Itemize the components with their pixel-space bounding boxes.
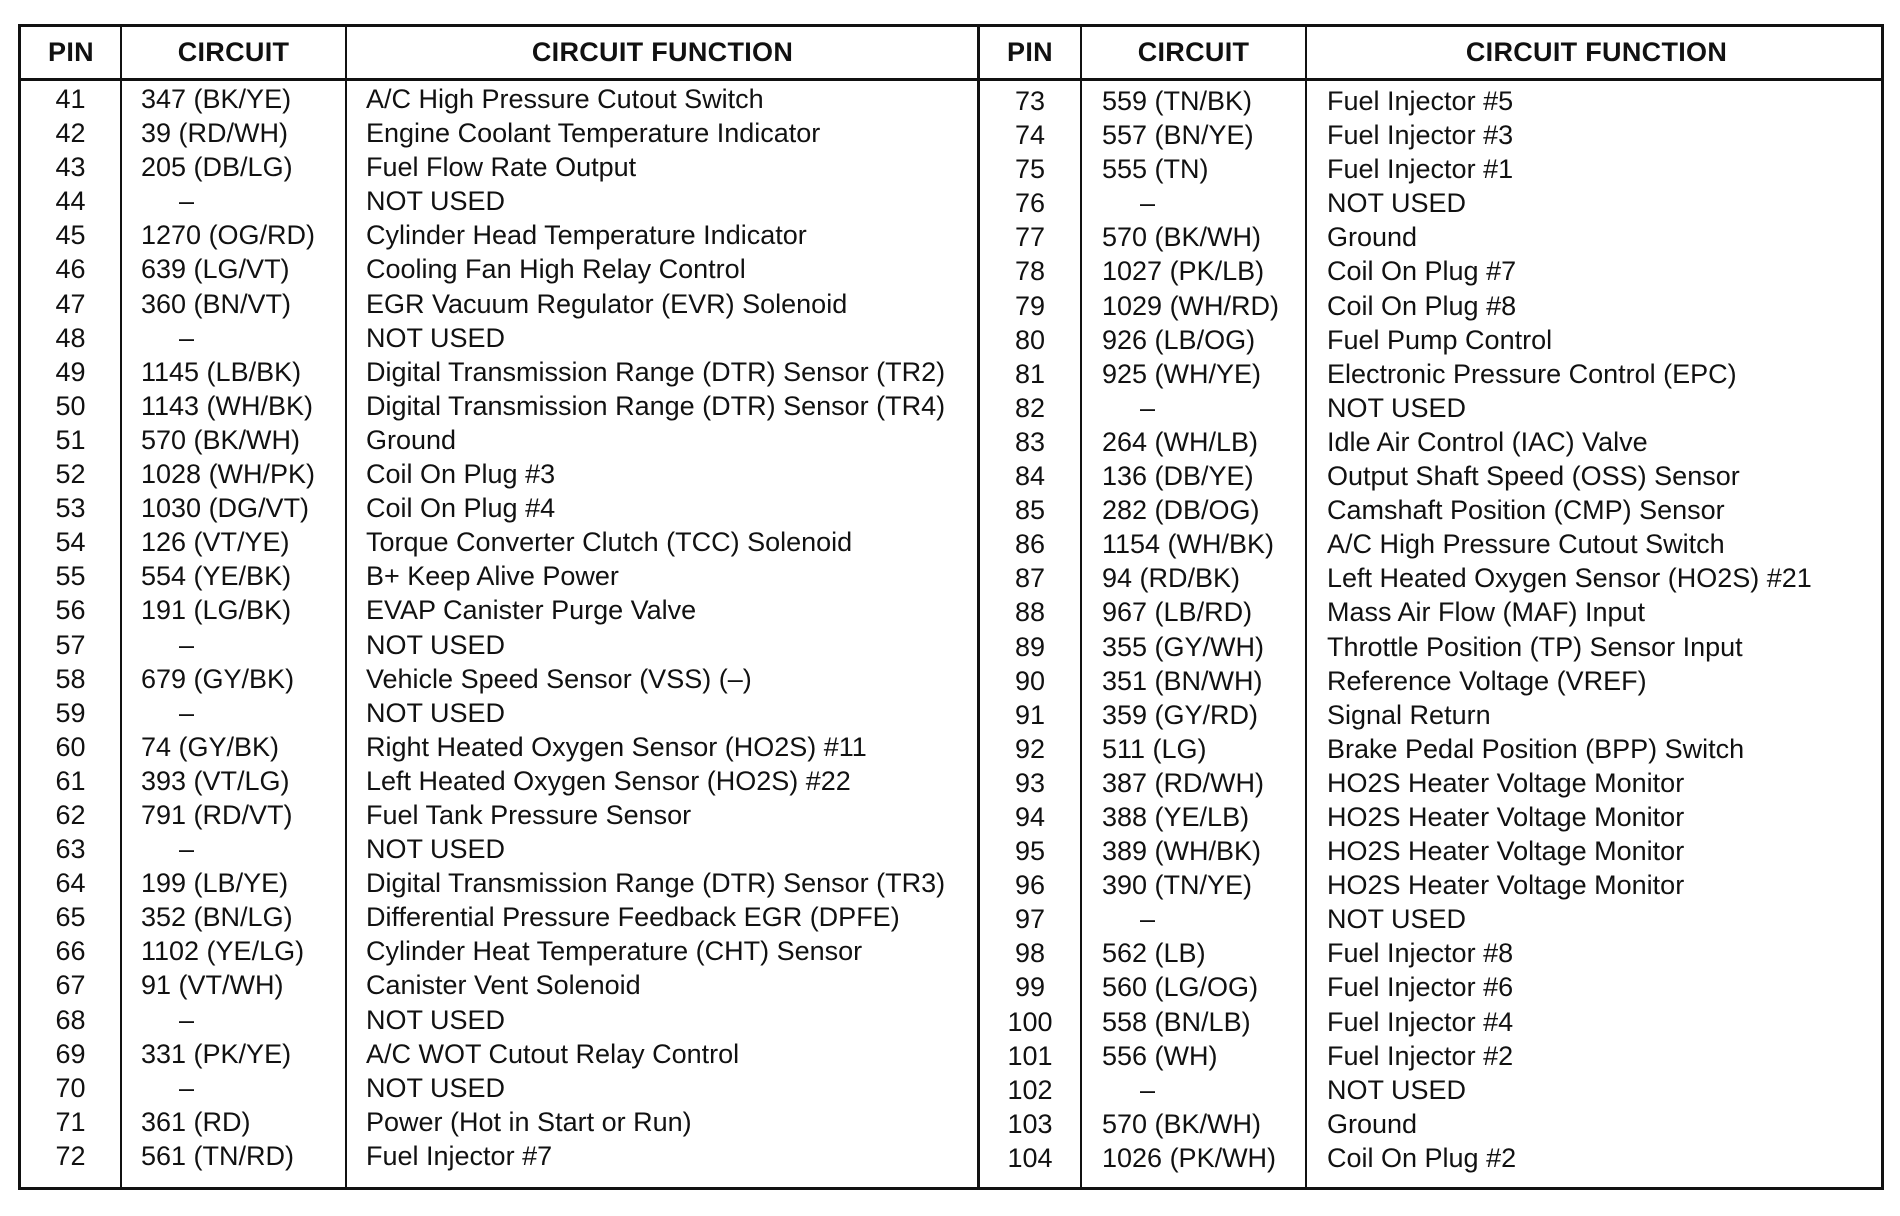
pin-cell: 85 [1014,495,1046,526]
function-cell: Coil On Plug #7 [1327,256,1517,287]
circuit-cell: 1029 (WH/RD) [1102,290,1280,321]
pin-cell: 63 [55,834,86,865]
right-circuit-column [1102,84,1302,1175]
function-cell: NOT USED [366,322,506,353]
circuit-cell: – [179,1072,195,1103]
right-pin-column [980,84,1080,1175]
function-cell: Cylinder Heat Temperature (CHT) Sensor [366,936,863,967]
pin-cell: 92 [1014,733,1046,764]
function-cell: NOT USED [366,697,506,728]
function-cell: Throttle Position (TP) Sensor Input [1327,631,1743,662]
circuit-cell: 791 (RD/VT) [141,799,293,830]
function-cell: NOT USED [366,1004,506,1035]
pin-cell: 98 [1014,938,1046,969]
pin-cell: 104 [1007,1142,1053,1173]
function-cell: Ground [1327,222,1418,253]
function-cell: NOT USED [366,834,506,865]
function-cell: Digital Transmission Range (DTR) Sensor (TR4) [366,390,946,421]
function-cell: Torque Converter Clutch (TCC) Solenoid [366,527,853,558]
circuit-cell: 352 (BN/LG) [141,902,293,933]
function-cell: Camshaft Position (CMP) Sensor [1327,495,1725,526]
left-function-column [366,82,974,1173]
pin-cell: 87 [1014,563,1046,594]
pin-cell: 44 [55,186,86,217]
function-cell: EVAP Canister Purge Valve [366,595,697,626]
circuit-cell: 347 (BK/YE) [141,84,292,114]
pin-cell: 103 [1007,1108,1053,1139]
circuit-cell: – [179,322,195,353]
function-cell: Fuel Tank Pressure Sensor [366,799,692,830]
header-circuit-right: CIRCUIT [1137,37,1250,67]
function-cell: B+ Keep Alive Power [366,561,619,592]
function-cell: Fuel Injector #4 [1327,1006,1514,1037]
function-cell: Idle Air Control (IAC) Valve [1327,426,1648,457]
circuit-cell: – [1140,1074,1156,1105]
pin-cell: 65 [55,902,86,933]
pin-cell: 75 [1014,154,1046,185]
left-pin-column [21,82,120,1173]
function-cell: NOT USED [366,1072,506,1103]
function-cell: Left Heated Oxygen Sensor (HO2S) #22 [366,765,851,796]
pin-cell: 71 [55,1106,86,1137]
pin-cell: 84 [1014,461,1046,492]
function-cell: Coil On Plug #4 [366,493,556,524]
circuit-cell: 39 (RD/WH) [141,118,288,149]
pin-cell: 94 [1014,801,1046,832]
circuit-cell: 387 (RD/WH) [1102,767,1265,798]
pin-cell: 81 [1014,358,1046,389]
pin-cell: 96 [1014,870,1046,901]
pin-cell: 100 [1007,1006,1053,1037]
circuit-cell: 205 (DB/LG) [141,152,293,183]
pin-cell: 72 [55,1140,86,1171]
circuit-cell: 926 (LB/OG) [1102,324,1256,355]
pin-cell: 79 [1014,290,1046,321]
header-function-left: CIRCUIT FUNCTION [531,37,794,67]
pin-cell: 53 [55,493,86,524]
pin-cell: 46 [55,254,86,285]
function-cell: Fuel Injector #3 [1327,120,1514,151]
pin-cell: 97 [1014,904,1046,935]
circuit-cell: – [179,629,195,660]
function-cell: Digital Transmission Range (DTR) Sensor (TR2) [366,356,946,387]
pin-cell: 70 [55,1072,86,1103]
circuit-cell: 967 (LB/RD) [1102,597,1253,628]
function-cell: Coil On Plug #2 [1327,1142,1517,1173]
header-pin-left: PIN [48,37,94,67]
pin-cell: 78 [1014,256,1046,287]
circuit-cell: 359 (GY/RD) [1102,699,1259,730]
circuit-cell: 560 (LG/OG) [1102,972,1259,1003]
pin-cell: 86 [1014,529,1046,560]
circuit-cell: – [1140,188,1156,219]
circuit-cell: 91 (VT/WH) [141,970,284,1001]
function-cell: Output Shaft Speed (OSS) Sensor [1327,461,1740,492]
pin-cell: 49 [55,356,86,387]
function-cell: HO2S Heater Voltage Monitor [1327,836,1685,867]
function-cell: Fuel Injector #8 [1327,938,1514,969]
function-cell: Fuel Injector #2 [1327,1040,1514,1071]
function-cell: NOT USED [366,629,506,660]
circuit-cell: 555 (TN) [1102,154,1209,185]
circuit-cell: 511 (LG) [1102,733,1207,764]
function-cell: HO2S Heater Voltage Monitor [1327,801,1685,832]
pin-cell: 66 [55,936,86,967]
pin-cell: 82 [1014,392,1046,423]
circuit-cell: 1028 (WH/PK) [141,459,316,490]
circuit-cell: 554 (YE/BK) [141,561,292,592]
function-cell: Engine Coolant Temperature Indicator [366,118,821,149]
function-cell: Electronic Pressure Control (EPC) [1327,358,1737,389]
pin-cell: 68 [55,1004,86,1035]
function-cell: Digital Transmission Range (DTR) Sensor (TR3) [366,868,946,899]
circuit-cell: – [1140,392,1156,423]
header-function-right: CIRCUIT FUNCTION [1465,37,1728,67]
function-cell: Cooling Fan High Relay Control [366,254,746,285]
circuit-cell: 1270 (OG/RD) [141,220,316,251]
function-cell: Ground [1327,1108,1418,1139]
pin-cell: 99 [1014,972,1046,1003]
pin-cell: 57 [55,629,86,660]
circuit-cell: 393 (VT/LG) [141,765,290,796]
function-cell: Fuel Injector #6 [1327,972,1514,1003]
circuit-cell: 679 (GY/BK) [141,663,295,694]
circuit-cell: 1027 (PK/LB) [1102,256,1265,287]
right-function-column [1327,84,1883,1175]
function-cell: A/C High Pressure Cutout Switch [1327,529,1725,560]
circuit-cell: – [179,1004,195,1035]
circuit-cell: 557 (BN/YE) [1102,120,1254,151]
pin-cell: 102 [1007,1074,1053,1105]
pin-cell: 93 [1014,767,1046,798]
pin-cell: 55 [55,561,86,592]
pin-cell: 50 [55,390,86,421]
circuit-cell: 559 (TN/BK) [1102,86,1253,116]
circuit-cell: 570 (BK/WH) [141,424,301,455]
divider-pin-circuit-left [120,27,122,1187]
pin-cell: 64 [55,868,86,899]
circuit-cell: 1154 (WH/BK) [1102,529,1275,560]
function-cell: Fuel Pump Control [1327,324,1553,355]
circuit-cell: 1145 (LB/BK) [141,356,302,387]
circuit-cell: 558 (BN/LB) [1102,1006,1251,1037]
function-cell: EGR Vacuum Regulator (EVR) Solenoid [366,288,848,319]
circuit-cell: – [179,834,195,865]
pin-cell: 88 [1014,597,1046,628]
function-cell: Signal Return [1327,699,1491,730]
function-cell: NOT USED [1327,392,1467,423]
circuit-cell: 94 (RD/BK) [1102,563,1241,594]
pin-cell: 73 [1014,86,1046,116]
pin-cell: 54 [55,527,86,558]
header-pin-right: PIN [1007,37,1053,67]
circuit-cell: 360 (BN/VT) [141,288,292,319]
divider-circuit-function-right [1305,27,1307,1187]
circuit-cell: 355 (GY/WH) [1102,631,1265,662]
function-cell: Ground [366,424,457,455]
function-cell: HO2S Heater Voltage Monitor [1327,870,1685,901]
function-cell: Reference Voltage (VREF) [1327,665,1647,696]
pin-cell: 83 [1014,426,1046,457]
function-cell: Power (Hot in Start or Run) [366,1106,692,1137]
function-cell: Left Heated Oxygen Sensor (HO2S) #21 [1327,563,1812,594]
circuit-cell: 389 (WH/BK) [1102,836,1262,867]
function-cell: HO2S Heater Voltage Monitor [1327,767,1685,798]
pin-cell: 101 [1007,1040,1053,1071]
pin-cell: 47 [55,288,86,319]
function-cell: Fuel Flow Rate Output [366,152,637,183]
pin-cell: 95 [1014,836,1046,867]
pin-table [18,24,1884,1190]
function-cell: Coil On Plug #8 [1327,290,1517,321]
function-cell: NOT USED [1327,1074,1467,1105]
circuit-cell: 1102 (YE/LG) [141,936,305,967]
pin-cell: 89 [1014,631,1046,662]
function-cell: NOT USED [366,186,506,217]
function-cell: NOT USED [1327,188,1467,219]
pin-cell: 48 [55,322,86,353]
pin-cell: 67 [55,970,86,1001]
pin-cell: 91 [1014,699,1046,730]
circuit-cell: 570 (BK/WH) [1102,1108,1262,1139]
circuit-cell: – [1140,904,1156,935]
pin-cell: 45 [55,220,86,251]
circuit-cell: 1143 (WH/BK) [141,390,314,421]
circuit-cell: 331 (PK/YE) [141,1038,292,1069]
circuit-cell: 199 (LB/YE) [141,868,289,899]
circuit-cell: 388 (YE/LB) [1102,801,1250,832]
table-header-row [21,27,1881,81]
function-cell: Mass Air Flow (MAF) Input [1327,597,1646,628]
pin-cell: 43 [55,152,86,183]
pin-cell: 41 [55,84,86,114]
circuit-cell: 351 (BN/WH) [1102,665,1263,696]
function-cell: A/C WOT Cutout Relay Control [366,1038,740,1069]
function-cell: Canister Vent Solenoid [366,970,641,1001]
pin-cell: 62 [55,799,86,830]
pin-cell: 90 [1014,665,1046,696]
pin-cell: 61 [55,765,86,796]
circuit-cell: 925 (WH/YE) [1102,358,1262,389]
circuit-cell: 136 (DB/YE) [1102,461,1254,492]
function-cell: Fuel Injector #7 [366,1140,553,1171]
pin-cell: 52 [55,459,86,490]
circuit-cell: 556 (WH) [1102,1040,1218,1071]
circuit-cell: 1026 (PK/WH) [1102,1142,1277,1173]
function-cell: Coil On Plug #3 [366,459,556,490]
circuit-cell: 562 (LB) [1102,938,1206,969]
pin-cell: 76 [1014,188,1046,219]
circuit-cell: 1030 (DG/VT) [141,493,310,524]
circuit-cell: 126 (VT/YE) [141,527,290,558]
pin-cell: 59 [55,697,86,728]
header-circuit-left: CIRCUIT [177,37,290,67]
pin-cell: 60 [55,731,86,762]
circuit-cell: 639 (LG/VT) [141,254,290,285]
circuit-cell: 264 (WH/LB) [1102,426,1259,457]
left-circuit-column [141,82,341,1173]
function-cell: Right Heated Oxygen Sensor (HO2S) #11 [366,731,867,762]
function-cell: Differential Pressure Feedback EGR (DPFE) [366,902,900,933]
circuit-cell: 570 (BK/WH) [1102,222,1262,253]
divider-pin-circuit-right [1080,27,1082,1187]
pin-cell: 74 [1014,120,1046,151]
function-cell: Cylinder Head Temperature Indicator [366,220,807,251]
divider-circuit-function-left [345,27,347,1187]
circuit-cell: 361 (RD) [141,1106,251,1137]
function-cell: NOT USED [1327,904,1467,935]
circuit-cell: – [179,697,195,728]
circuit-cell: 390 (TN/YE) [1102,870,1253,901]
function-cell: A/C High Pressure Cutout Switch [366,84,764,114]
function-cell: Fuel Injector #1 [1327,154,1514,185]
circuit-cell: – [179,186,195,217]
function-cell: Vehicle Speed Sensor (VSS) (–) [366,663,752,694]
pin-cell: 80 [1014,324,1046,355]
pin-cell: 42 [55,118,86,149]
circuit-cell: 191 (LG/BK) [141,595,292,626]
circuit-cell: 282 (DB/OG) [1102,495,1260,526]
pin-cell: 51 [55,424,86,455]
function-cell: Fuel Injector #5 [1327,86,1514,116]
circuit-cell: 74 (GY/BK) [141,731,280,762]
pin-cell: 56 [55,595,86,626]
circuit-cell: 561 (TN/RD) [141,1140,295,1171]
pin-cell: 69 [55,1038,86,1069]
function-cell: Brake Pedal Position (BPP) Switch [1327,733,1745,764]
pin-cell: 77 [1014,222,1046,253]
pin-cell: 58 [55,663,86,694]
